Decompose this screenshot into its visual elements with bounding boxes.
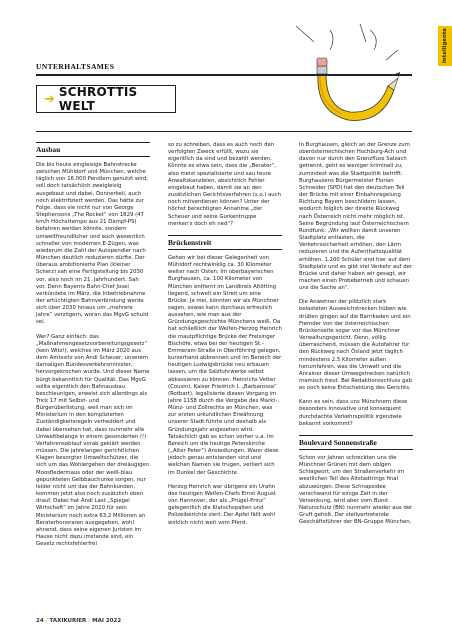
- article-column-1: [36, 142, 150, 548]
- paragraph: Die bis heute eingleisige Bahnstrecke zwischen Mühldorf und München, welche täglich von 16.000 Pendlern genutzt wird, soll doch tatsächlich zweigleisig ausgebaut und dabei, Donnerkeil, auch noch elektrifiziert werden. Das hätte zur Folge, dass sie nicht nur von George Stephensons „The Rocket“ von 1829 (47 km/h Höchsttempo aus 21 Dampf-PS) befahren werden könnte, sondern umweltfreundlicher und auch wesentlich schneller von modernen E-Zügen, was wiederum die Zahl der Autopendler nach München deutlich reduzieren dürfte. Der überaus ambitionierte Plan (kleiner Scherz) sah eine Fertigstellung bis 2030 vor, also noch im 21. Jahrhundert. Sah vor. Denn Bayerns Bahn-Chef Josel verkündete im März, die Inbetriebnahme der ertüchtigten Bahnverbindung werde sich über 2030 hinaus um „mehrere Jahre“ verzögern, woran das MgvG schuld sei.: [36, 162, 149, 326]
- top-divider: [36, 74, 412, 76]
- paragraph: Herzog Heinrich war übrigens ein Urahn des heutigen Welfen-Chefs Ernst August von Hannover, der als „Prügel-Prinz“ gelegentlich die Klatschspalten und Polizeiberichte ziert. Der Apfel fällt wohl wirklich nicht weit vom Pferd.: [168, 483, 276, 526]
- page-number: 24: [36, 618, 44, 624]
- issue-date: MAI 2022: [92, 618, 122, 624]
- article-column-3: [299, 142, 413, 527]
- paragraph: so zu schreiben, dass es auch noch den verfolgten Zweck erfüllt, wozu sie eigentlich da sind und bezahlt werden. Könnte es etwa sein, dass die „Berater“, also meist spezialisierte und sau teure Anwaltskanzleien, absichtlich Fehler eingebaut haben, damit sie an den zusätzlichen Gerichtsverfahren (s.o.) auch noch mitverdienen können? Unter der höchst berechtigten Annahme „der Scheuer und seine Gurkentruppe merken's doch eh ned“?: [168, 142, 281, 227]
- magazine-name: TAXIKURIER: [49, 618, 87, 624]
- column-title-box: [36, 85, 176, 113]
- section-heading-brueckenstreit: Brückenstreit: [168, 235, 282, 250]
- column-title: SCHROTTIS WELT: [58, 85, 138, 113]
- pencil-illustration: [290, 20, 410, 132]
- paragraph: Gehen wir bei dieser Gelegenheit von Mühldorf rechtwinklig ca. 30 Kilometer weiter nach Osten: Im oberbayerischen Burghausen, ca. 100 Kilometer von München entfernt im Landkreis Altötting liegend, schwelt ein Streit um eine Brücke. Ja mei, könnten wir als Münchner sagen, sowas kann durchaus erfreulich aussehen, wie man aus der Gründungsgeschichte Münchens weiß. Da hat schließlich der Welfen-Herzog Heinrich die mautpflichtige Brücke der Freisinger Bischöfe, etwa bei der heutigen St.-Emmeram-Straße in Oberföhring gelegen, kurzerhand abbrennen und im Bereich der heutigen Ludwigsbrücke neu erbauen lassen, um die Salzfuhrwerke selbst abkassieren zu können. Heinrichs Vetter (Cousin), Kaiser Friedrich I. „Barbarossa“ (Rotbart), legalisierte diesen Vorgang im Jahre 1158 durch die Vergabe des Markt-, Münz- und Zollrechts an München, was zur ersten urkundlichen Erwähnung unserer Stadt führte und deshalb als Gründungsjahr angesehen wird. Tatsächlich gab es schon vorher u.a. im Bereich um die heutige Peterskirche („Alter Peter“) Ansiedlungen. Wann diese jedoch genau entstanden sind und welchen Namen sie trugen, verliert sich im Dunkel der Geschichte.: [168, 254, 282, 476]
- paragraph: Schon vor Jahren schreckten uns die Münchner Grünen mit dem obigen Schlagwort, um den Straßenverkehr im westlichen Teil des Altstadtrings final abzuwürgen. Diese Schnapsidee verschwand für einige Zeit in der Versenkung, wird aber vom Bund Naturschutz (BN) nunmehr wieder aus der Gruft geholt. Der stellvertretende Geschäftsführer der BN-Gruppe München,: [299, 454, 413, 526]
- section-label: UNTERHALTSAMES: [36, 62, 115, 71]
- pencil-icon: [317, 58, 400, 120]
- arrow-right-icon: ➔: [44, 91, 55, 107]
- paragraph: Die Anwohner der plötzlich stark belasteten Ausweichstrecken hüben wie drüben gingen auf die Barrikaden und ein Fremder von der österreichischen Brückenseite sogar vor das Münchner Verwaltungsgericht. Denn, völlig überraschend, müssen die Autofahrer für den Rückweg nach Ösland jetzt täglich mindestens 2,5 Kilometer außen herumfahren, was die Umwelt und die Anrainer dieser Umwegstrecken natürlich mamisch freut. Bei Redaktionsschluss gab es noch keine Entscheidung des Gerichts.: [299, 299, 413, 392]
- paragraph: In Burghausen, gleich an der Grenze zum oberösterreichischen Hochburg-Ach und davon nur durch den Grenzfluss Salzach getrennt, geht es weniger kriminell zu, zumindest was die Stadtpolitik betrifft. Burghausens Bürgermeister Florian Schneider (SPD) hat den deutschen Teil der Brücke mit einer Einbahnregelung Richtung Bayern beschildern lassen, wodurch folglich der direkte Rückweg nach Österreich nicht mehr möglich ist. Seine Begründung laut Österreichischem Rundfunk: „Wir wollten damit unseren Stadtplatz entlasten, die Verkehrssicherheit erhöhen, den Lärm reduzieren und die Aufenthaltsqualität erhöhen. 1.200 Schüler sind hier auf dem Stadtplatz und es gibt viel Verkehr auf der Brücke und daher haben wir gesagt, wir machen einen Probebetrieb und schauen uns die Sache an“.: [299, 142, 413, 292]
- header-divider: [36, 131, 412, 132]
- side-tab-label: Intelligenta: [442, 28, 448, 64]
- pencil-shavings-icon: [296, 24, 398, 60]
- paragraph: Kann es sein, dass uns Münchnern diese besonders innovative und konsequent durchdachte Verkehrspolitik irgendwie bekannt vorkommt?: [299, 399, 408, 427]
- section-side-tab: [438, 26, 452, 66]
- article-column-2: [168, 142, 282, 527]
- page-footer: 24 / TAXIKURIER / MAI 2022: [36, 618, 122, 624]
- paragraph: Wer? Ganz einfach: das „Maßnahmengesetzvorbereitungsgesetz“ (kein Witz!), welches im März 2020 aus dem Amtssitz von Andi Scheuer, unserem damaligen Bundesverkehrsminister, hervorgekrochen wurde. Und dieser Name bürgt bekanntlich für Qualität. Das MgvG sollte eigentlich den Bahnausbau beschleunigen, erweist sich allerdings als Trick 17 mit Selbst- und Bürgerüberlistung, weil man sich im Ministerium in den komplizierten Zuständigkeitsregeln verheddert und dabei übersehen hat, dass nunmehr alle Umweltbelange in einem gesonderten (!) Verfahrensablauf vorab geklärt werden müssen. Die jahrelangen gerichtlichen Klagen besorgter Umweltschützer, die sich um das Wohlergehen der dreiäugigen Moosfledermaus oder der weiß-blau gepunkteten Gelbbauchunke sorgen, nur leider nicht um das der Bahnkunden, kommen jetzt also noch zusätzlich oben drauf. Dabei hat Andi Last „Spiegel Wirtschaft“ im Jahre 2020 für sein Ministerium noch extra 63,2 Millionen an Beraterhonoraren ausgegeben, wohl ahnend, dass seine eigenen Juristen im Hause nicht dazu imstande sind, ein Gesetz rechtsfehlerfrei: [36, 333, 150, 548]
- section-heading-boulevard: Boulevard Sonnenstraße: [299, 435, 413, 450]
- section-heading-ausbau: Ausbau: [36, 142, 150, 157]
